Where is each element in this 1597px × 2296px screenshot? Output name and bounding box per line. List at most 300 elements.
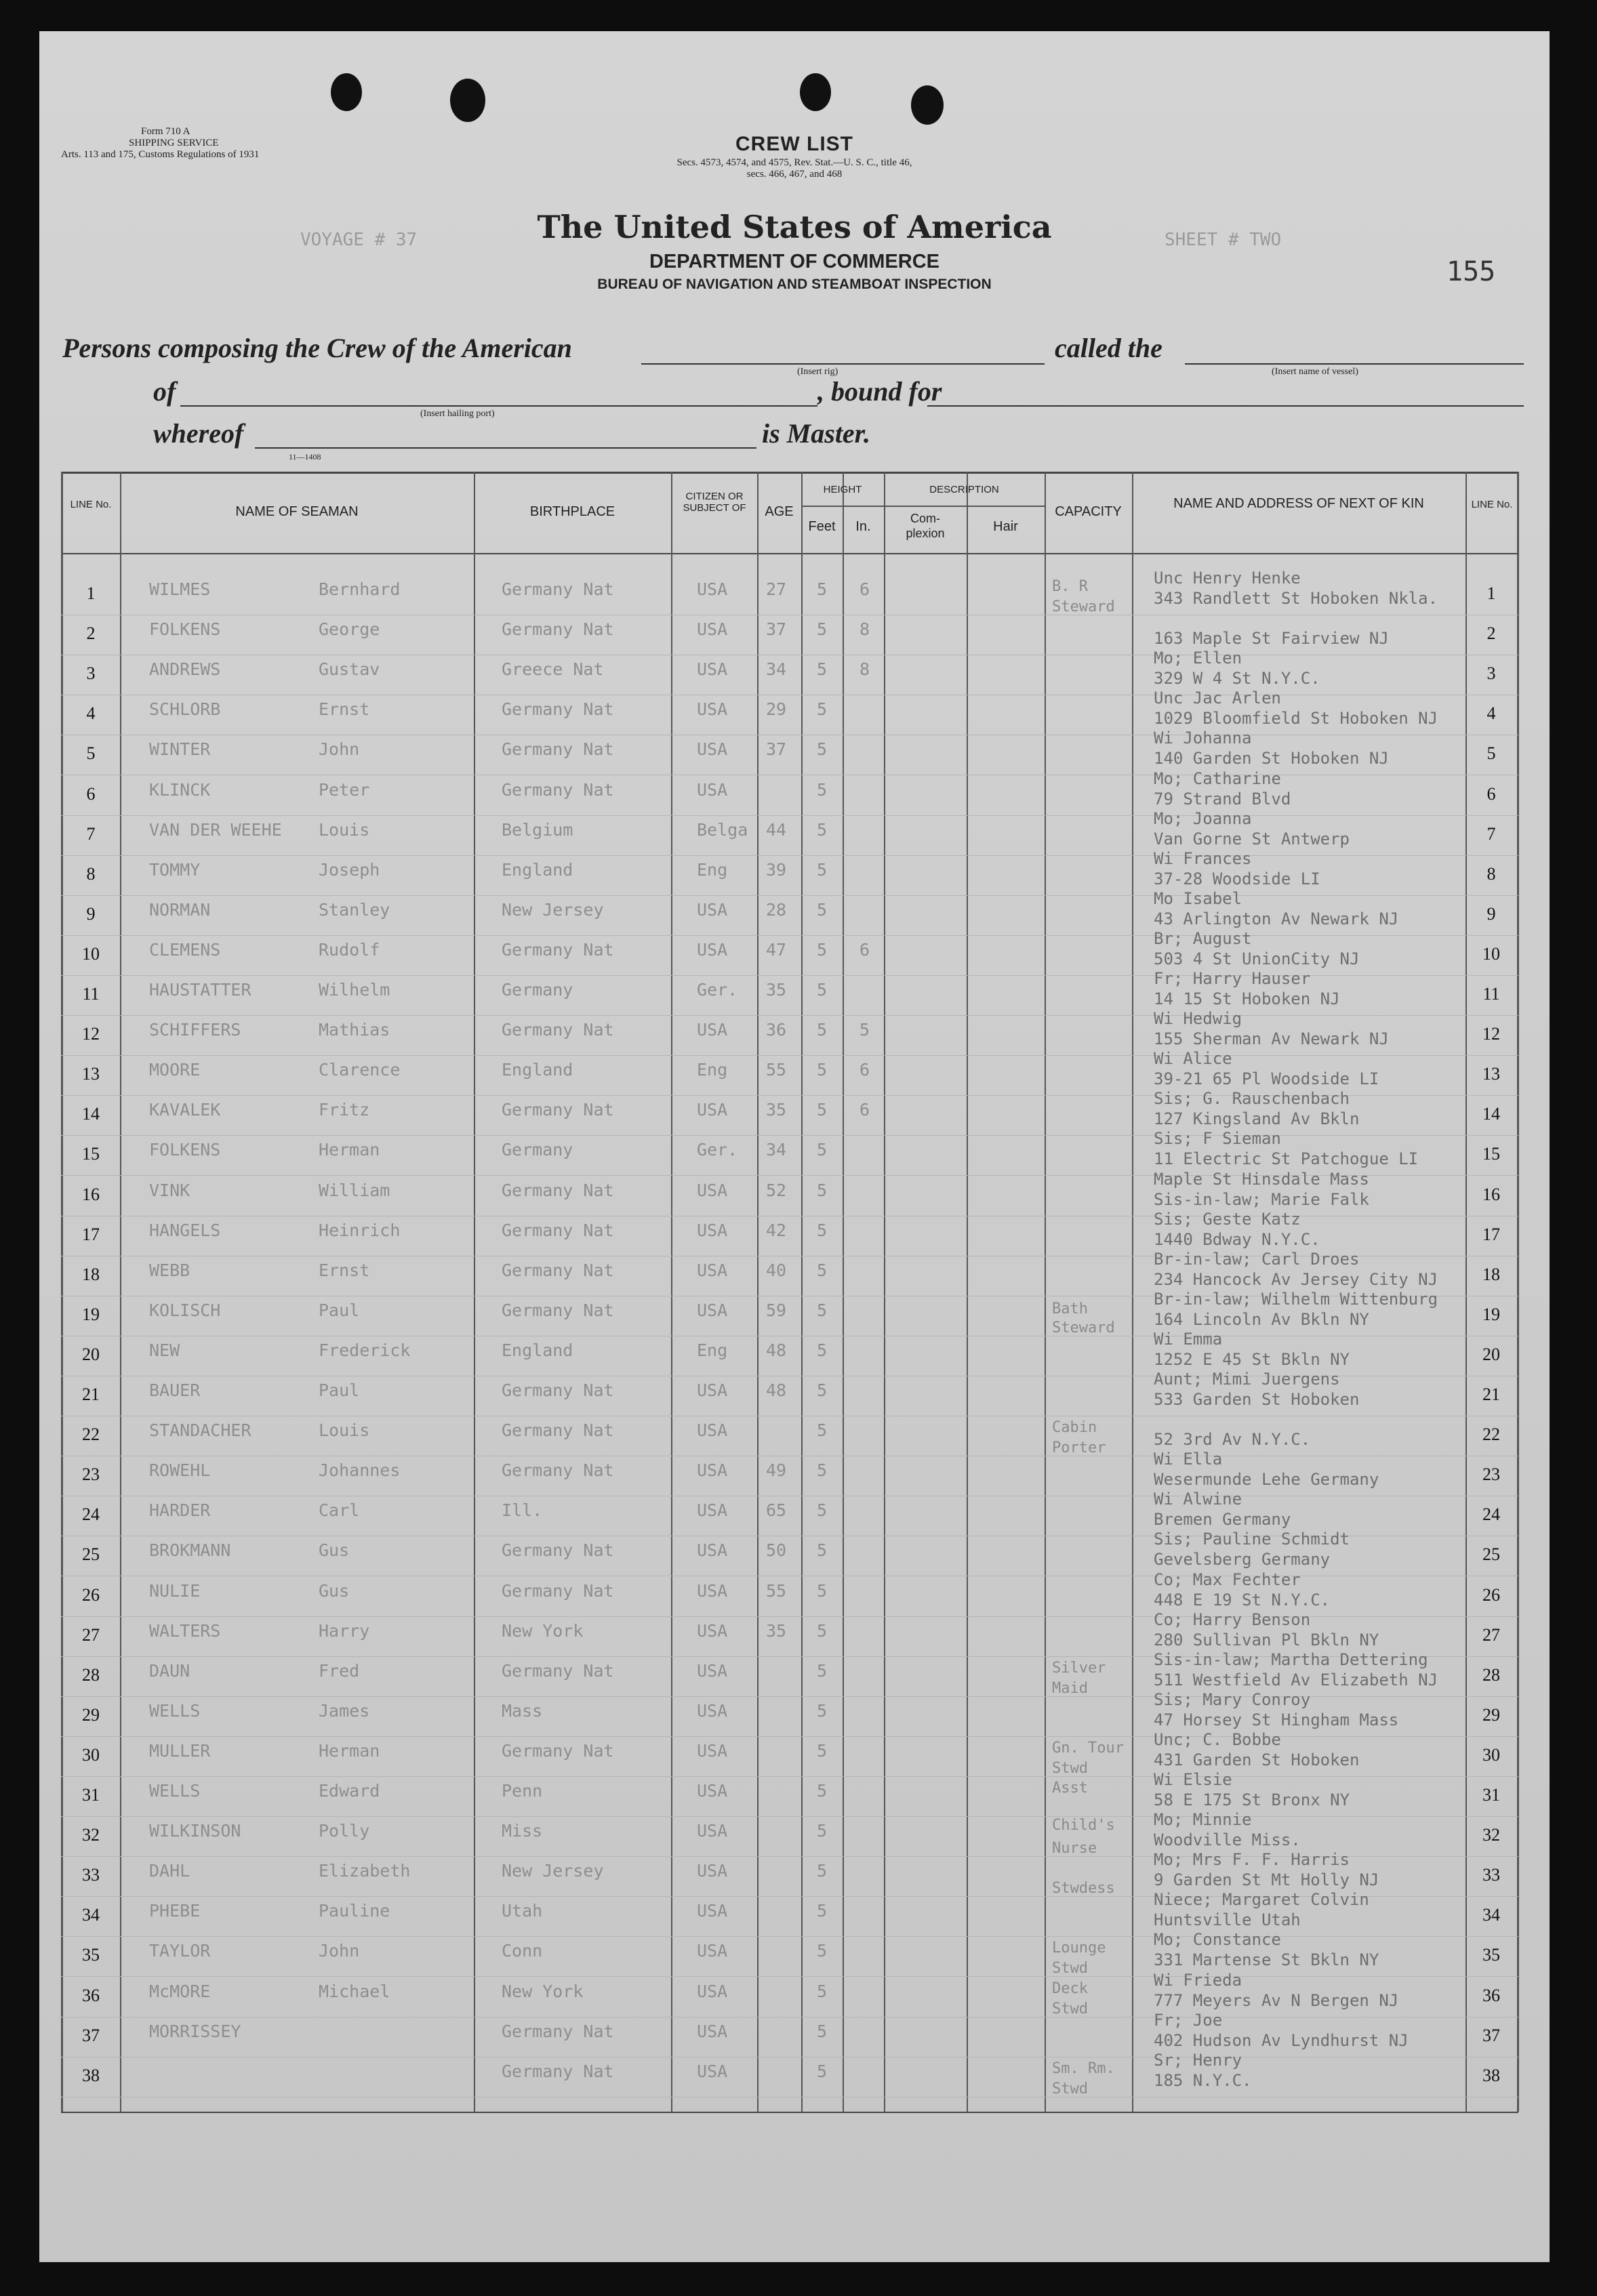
kin-name-cell: Sis; F Sieman <box>1154 1129 1281 1149</box>
line-number-right: 16 <box>1482 1184 1500 1204</box>
kin-name-cell: Wi Alice <box>1154 1049 1232 1069</box>
kin-address-cell: 185 N.Y.C. <box>1154 2070 1252 2090</box>
citizenship-cell: USA <box>697 1460 728 1481</box>
age-cell: 37 <box>766 619 787 640</box>
birthplace-cell: Germany Nat <box>502 1260 614 1280</box>
given-name-cell: Stanley <box>319 899 390 920</box>
birthplace-cell: Germany Nat <box>502 779 614 800</box>
height-feet-cell: 5 <box>817 1180 828 1200</box>
citizenship-cell: USA <box>697 1020 728 1040</box>
birthplace-cell: Germany Nat <box>502 1380 614 1400</box>
kin-name-cell: Fr; Joe <box>1154 2010 1223 2030</box>
surname-cell: MORRISSEY <box>149 2021 241 2041</box>
whereof-label: whereof <box>153 418 244 449</box>
line-number: 7 <box>86 823 96 844</box>
kin-address-cell: 79 Strand Blvd <box>1154 789 1291 808</box>
given-name-cell: Herman <box>319 1140 380 1160</box>
kin-name-cell: Mo; Mrs F. F. Harris <box>1154 1850 1350 1870</box>
given-name-cell: Mathias <box>319 1020 390 1040</box>
citizenship-cell: USA <box>697 2021 728 2041</box>
given-name-cell: William <box>319 1180 390 1200</box>
capacity-note: Gn. Tour <box>1052 1739 1124 1757</box>
kin-address-cell: Wesermunde Lehe Germany <box>1154 1470 1379 1490</box>
line-number-right: 24 <box>1482 1504 1500 1525</box>
line-number-right: 18 <box>1482 1264 1500 1284</box>
height-feet-cell: 5 <box>817 1981 828 2001</box>
given-name-cell: George <box>319 619 380 640</box>
capacity-note: Porter <box>1052 1439 1106 1457</box>
height-feet-cell: 5 <box>817 1300 828 1320</box>
line-number: 16 <box>82 1184 100 1204</box>
birthplace-cell: Greece Nat <box>502 659 604 680</box>
line-number: 36 <box>82 1985 100 2005</box>
height-feet-cell: 5 <box>817 1460 828 1481</box>
birthplace-cell: New York <box>502 1981 584 2001</box>
surname-cell: NORMAN <box>149 899 211 920</box>
height-inches-cell: 6 <box>860 1100 870 1120</box>
given-name-cell: Fritz <box>319 1100 370 1120</box>
kin-name-cell: Sis; Geste Katz <box>1154 1209 1301 1229</box>
line-number: 24 <box>82 1504 100 1525</box>
capacity-note: Stwdess <box>1052 1880 1115 1898</box>
header-birthplace: BIRTHPLACE <box>529 504 615 519</box>
age-cell: 34 <box>766 659 787 680</box>
surname-cell: WILMES <box>149 579 211 599</box>
capacity-note: B. R <box>1052 578 1088 595</box>
age-cell: 65 <box>766 1500 787 1521</box>
kin-address-cell: Bremen Germany <box>1154 1510 1291 1530</box>
height-inches-cell: 6 <box>860 939 870 960</box>
capacity-note: Bath <box>1052 1300 1088 1317</box>
line-number-right: 34 <box>1482 1905 1500 1925</box>
rig-blank <box>641 363 1045 365</box>
height-feet-cell: 5 <box>817 1540 828 1561</box>
capacity-note: Steward <box>1052 1319 1115 1336</box>
height-feet-cell: 5 <box>817 1821 828 1841</box>
citizenship-cell: USA <box>697 579 728 599</box>
surname-cell: DAUN <box>149 1660 190 1681</box>
birthplace-cell: Germany <box>502 980 573 1000</box>
kin-name-cell: Mo; Catharine <box>1154 768 1281 788</box>
height-feet-cell: 5 <box>817 1060 828 1080</box>
line-number-right: 19 <box>1482 1304 1500 1324</box>
crew-list-title: CREW LIST <box>735 133 853 155</box>
age-cell: 29 <box>766 699 787 720</box>
kin-name-cell: Co; Max Fechter <box>1154 1570 1301 1589</box>
capacity-note: Stwd <box>1052 2000 1088 2017</box>
kin-address-cell: 1252 E 45 St Bkln NY <box>1154 1349 1350 1369</box>
surname-cell: TOMMY <box>149 859 201 880</box>
height-inches-cell: 6 <box>860 579 870 599</box>
line-number-right: 8 <box>1487 863 1496 884</box>
kin-address-cell: Sis-in-law; Marie Falk <box>1154 1189 1369 1209</box>
header-name: NAME OF SEAMAN <box>235 504 359 519</box>
birthplace-cell: Germany Nat <box>502 1220 614 1240</box>
capacity-note: Cabin <box>1052 1419 1097 1437</box>
crew-row <box>61 569 1518 615</box>
citizenship-cell: USA <box>697 1901 728 1921</box>
birthplace-cell: New Jersey <box>502 899 604 920</box>
kin-address-cell: 533 Garden St Hoboken <box>1154 1390 1360 1409</box>
birthplace-cell: Germany Nat <box>502 1460 614 1481</box>
line-number: 9 <box>86 903 96 924</box>
line-number-right: 4 <box>1487 703 1496 724</box>
age-cell: 50 <box>766 1540 787 1561</box>
line-number-right: 7 <box>1487 823 1496 844</box>
line-number-right: 38 <box>1482 2065 1500 2085</box>
given-name-cell: Pauline <box>319 1901 390 1921</box>
birthplace-cell: Germany Nat <box>502 1420 614 1441</box>
height-feet-cell: 5 <box>817 939 828 960</box>
line-number: 34 <box>82 1905 100 1925</box>
height-feet-cell: 5 <box>817 1660 828 1681</box>
form-number: Form 710 A <box>141 126 190 137</box>
line-number: 29 <box>82 1704 100 1725</box>
line-number-right: 21 <box>1482 1385 1500 1404</box>
citizenship-cell: USA <box>697 1700 728 1721</box>
line-number: 5 <box>86 743 96 764</box>
line-number-right: 25 <box>1482 1544 1500 1565</box>
line-number: 38 <box>82 2065 100 2085</box>
header-height: HEIGHT <box>823 484 862 495</box>
line-number-right: 17 <box>1482 1224 1500 1244</box>
height-inches-cell: 8 <box>860 619 870 640</box>
kin-address-cell: 402 Hudson Av Lyndhurst NJ <box>1154 2030 1409 2050</box>
birthplace-cell: Penn <box>502 1781 543 1801</box>
age-cell: 28 <box>766 899 787 920</box>
line-number-right: 26 <box>1482 1584 1500 1605</box>
surname-cell: MULLER <box>149 1740 211 1761</box>
form-regs: Arts. 113 and 175, Customs Regulations of 1931 <box>61 149 260 160</box>
given-name-cell: Johannes <box>319 1460 401 1481</box>
line-number-right: 20 <box>1482 1344 1500 1364</box>
birthplace-cell: Miss <box>502 1821 543 1841</box>
line-number-right: 6 <box>1487 783 1496 804</box>
age-cell: 47 <box>766 939 787 960</box>
line-number: 28 <box>82 1664 100 1685</box>
height-inches-cell: 8 <box>860 659 870 680</box>
height-feet-cell: 5 <box>817 1941 828 1961</box>
line-number: 35 <box>82 1945 100 1965</box>
citizenship-cell: USA <box>697 1781 728 1801</box>
line-number: 25 <box>82 1544 100 1565</box>
surname-cell: PHEBE <box>149 1901 201 1921</box>
given-name-cell: Clarence <box>319 1060 401 1080</box>
age-cell: 34 <box>766 1140 787 1160</box>
height-feet-cell: 5 <box>817 1500 828 1521</box>
citizenship-cell: USA <box>697 1300 728 1320</box>
form-service: SHIPPING SERVICE <box>129 138 219 148</box>
height-feet-cell: 5 <box>817 739 828 760</box>
crew-row <box>61 2050 1518 2097</box>
height-inches-cell: 5 <box>860 1020 870 1040</box>
age-cell: 37 <box>766 739 787 760</box>
height-feet-cell: 5 <box>817 1781 828 1801</box>
age-cell: 49 <box>766 1460 787 1481</box>
line-number: 23 <box>82 1464 100 1485</box>
kin-name-cell: Mo; Joanna <box>1154 808 1252 828</box>
of-label: of <box>153 376 176 407</box>
surname-cell: FOLKENS <box>149 619 221 640</box>
kin-name-cell: Br-in-law; Wilhelm Wittenburg <box>1154 1289 1438 1309</box>
height-feet-cell: 5 <box>817 1420 828 1441</box>
height-feet-cell: 5 <box>817 1340 828 1360</box>
kin-name-cell: Wi Frances <box>1154 848 1252 868</box>
citizenship-cell: USA <box>697 1500 728 1521</box>
citizenship-cell: Eng <box>697 1060 728 1080</box>
surname-cell: CLEMENS <box>149 939 221 960</box>
kin-address-cell: 448 E 19 St N.Y.C. <box>1154 1590 1331 1610</box>
line-number: 21 <box>82 1385 100 1404</box>
line-number-right: 35 <box>1482 1945 1500 1965</box>
line-number-right: 13 <box>1482 1064 1500 1084</box>
statute-line-1: Secs. 4573, 4574, and 4575, Rev. Stat.—U. S. C., title 46, <box>676 157 912 168</box>
given-name-cell: Harry <box>319 1620 370 1641</box>
line-number: 17 <box>82 1224 100 1244</box>
line-number-right: 31 <box>1482 1785 1500 1805</box>
line-number-right: 30 <box>1482 1744 1500 1765</box>
surname-cell: HANGELS <box>149 1220 221 1240</box>
kin-name-cell: Sr; Henry <box>1154 2050 1242 2070</box>
birthplace-cell: England <box>502 1060 573 1080</box>
citizenship-cell: USA <box>697 659 728 680</box>
bound-for-label: , bound for <box>817 376 942 407</box>
given-name-cell: John <box>319 1941 360 1961</box>
given-name-cell: Herman <box>319 1740 380 1761</box>
height-feet-cell: 5 <box>817 2021 828 2041</box>
age-cell: 36 <box>766 1020 787 1040</box>
surname-cell: NULIE <box>149 1580 201 1601</box>
line-number: 27 <box>82 1624 100 1645</box>
surname-cell: WILKINSON <box>149 1821 241 1841</box>
capacity-note: Sm. Rm. <box>1052 2059 1115 2077</box>
punch-hole <box>450 79 485 122</box>
citizenship-cell: USA <box>697 1540 728 1561</box>
kin-name-cell: Br; August <box>1154 928 1252 948</box>
surname-cell: VINK <box>149 1180 190 1200</box>
kin-address-cell: 47 Horsey St Hingham Mass <box>1154 1710 1399 1729</box>
age-cell: 40 <box>766 1260 787 1280</box>
height-feet-cell: 5 <box>817 819 828 840</box>
kin-address-cell: Woodville Miss. <box>1154 1830 1301 1850</box>
line-number: 18 <box>82 1264 100 1284</box>
kin-address-cell: 329 W 4 St N.Y.C. <box>1154 669 1320 689</box>
height-feet-cell: 5 <box>817 1620 828 1641</box>
citizenship-cell: USA <box>697 1380 728 1400</box>
birthplace-cell: Germany Nat <box>502 2021 614 2041</box>
kin-address-cell: 280 Sullivan Pl Bkln NY <box>1154 1630 1379 1649</box>
birthplace-cell: England <box>502 1340 573 1360</box>
line-number: 37 <box>82 2025 100 2045</box>
kin-name-cell: Wi Alwine <box>1154 1490 1242 1509</box>
given-name-cell: Peter <box>319 779 370 800</box>
given-name-cell: Paul <box>319 1300 360 1320</box>
given-name-cell: Joseph <box>319 859 380 880</box>
surname-cell: KAVALEK <box>149 1100 221 1120</box>
punch-hole <box>911 85 944 125</box>
kin-address-cell: 11 Electric St Patchogue LI <box>1154 1149 1419 1169</box>
line-number-right: 15 <box>1482 1144 1500 1164</box>
rig-hint: (Insert rig) <box>797 367 838 377</box>
capacity-note: Deck <box>1052 1980 1088 1997</box>
birthplace-cell: Germany <box>502 1140 573 1160</box>
birthplace-cell: Germany Nat <box>502 1300 614 1320</box>
line-number-right: 32 <box>1482 1825 1500 1845</box>
citizenship-cell: USA <box>697 1580 728 1601</box>
surname-cell: BROKMANN <box>149 1540 231 1561</box>
kin-address-cell: 503 4 St UnionCity NJ <box>1154 949 1360 968</box>
line-number-right: 37 <box>1482 2025 1500 2045</box>
line-number-right: 28 <box>1482 1664 1500 1685</box>
birthplace-cell: Germany Nat <box>502 699 614 720</box>
vessel-blank <box>1185 363 1524 365</box>
citizenship-cell: USA <box>697 2061 728 2081</box>
kin-name-cell: Sis; Pauline Schmidt <box>1154 1530 1350 1549</box>
voyage-stamp: VOYAGE # 37 <box>300 230 418 250</box>
surname-cell: FOLKENS <box>149 1140 221 1160</box>
citizenship-cell: USA <box>697 1981 728 2001</box>
surname-cell: NEW <box>149 1340 180 1360</box>
citizenship-cell: Eng <box>697 1340 728 1360</box>
height-feet-cell: 5 <box>817 1700 828 1721</box>
line-number: 12 <box>82 1024 100 1044</box>
vessel-hint: (Insert name of vessel) <box>1272 367 1358 377</box>
header-line-no-right: LINE No. <box>1471 499 1513 510</box>
age-cell: 35 <box>766 1620 787 1641</box>
surname-cell: SCHIFFERS <box>149 1020 241 1040</box>
surname-cell: WALTERS <box>149 1620 221 1641</box>
age-cell: 55 <box>766 1060 787 1080</box>
citizenship-cell: Ger. <box>697 980 738 1000</box>
citizenship-cell: USA <box>697 1220 728 1240</box>
surname-cell: VAN DER WEEHE <box>149 819 282 840</box>
surname-cell: TAYLOR <box>149 1941 211 1961</box>
punch-hole <box>331 73 362 111</box>
birthplace-cell: Germany Nat <box>502 1580 614 1601</box>
line-number: 2 <box>86 623 96 644</box>
surname-cell: McMORE <box>149 1981 211 2001</box>
height-feet-cell: 5 <box>817 659 828 680</box>
given-name-cell: Louis <box>319 1420 370 1441</box>
line-number: 26 <box>82 1584 100 1605</box>
kin-name-cell: Wi Hedwig <box>1154 1009 1242 1029</box>
kin-address-cell: 155 Sherman Av Newark NJ <box>1154 1029 1389 1049</box>
kin-address-cell: 431 Garden St Hoboken <box>1154 1750 1360 1769</box>
crew-statement-line-1: Persons composing the Crew of the American <box>62 333 572 363</box>
country-heading: The United States of America <box>537 209 1052 245</box>
line-number-right: 11 <box>1482 984 1500 1004</box>
height-feet-cell: 5 <box>817 899 828 920</box>
header-inches: In. <box>855 519 871 534</box>
height-feet-cell: 5 <box>817 1140 828 1160</box>
citizenship-cell: USA <box>697 899 728 920</box>
kin-address-cell: 1440 Bdway N.Y.C. <box>1154 1229 1320 1249</box>
height-feet-cell: 5 <box>817 1260 828 1280</box>
capacity-note: Child's <box>1052 1817 1115 1834</box>
kin-address-cell: 163 Maple St Fairview NJ <box>1154 629 1389 649</box>
given-name-cell: Ernst <box>319 1260 370 1280</box>
citizenship-cell: Eng <box>697 859 728 880</box>
citizenship-cell: USA <box>697 699 728 720</box>
header-description: DESCRIPTION <box>929 484 999 495</box>
line-number: 33 <box>82 1865 100 1885</box>
kin-address-cell: 52 3rd Av N.Y.C. <box>1154 1430 1311 1450</box>
kin-address-cell: 14 15 St Hoboken NJ <box>1154 989 1340 1008</box>
kin-name-cell: Wi Frieda <box>1154 1970 1242 1990</box>
given-name-cell: Rudolf <box>319 939 380 960</box>
given-name-cell: Elizabeth <box>319 1861 411 1881</box>
birthplace-cell: Belgium <box>502 819 573 840</box>
header-next-of-kin: NAME AND ADDRESS OF NEXT OF KIN <box>1173 496 1424 511</box>
port-blank <box>180 405 817 407</box>
header-capacity: CAPACITY <box>1055 504 1122 519</box>
kin-address-cell: Huntsville Utah <box>1154 1910 1301 1930</box>
line-number-right: 5 <box>1487 743 1496 764</box>
line-number: 31 <box>82 1785 100 1805</box>
citizenship-cell: USA <box>697 939 728 960</box>
given-name-cell: Paul <box>319 1380 360 1400</box>
line-number-right: 14 <box>1482 1104 1500 1124</box>
age-cell: 55 <box>766 1580 787 1601</box>
citizenship-cell: USA <box>697 1740 728 1761</box>
kin-name-cell: Niece; Margaret Colvin <box>1154 1890 1369 1910</box>
given-name-cell: Frederick <box>319 1340 411 1360</box>
kin-address-cell: 331 Martense St Bkln NY <box>1154 1950 1379 1970</box>
line-number-right: 33 <box>1482 1865 1500 1885</box>
statute-line-2: secs. 466, 467, and 468 <box>746 169 843 180</box>
citizenship-cell: USA <box>697 619 728 640</box>
height-feet-cell: 5 <box>817 1861 828 1881</box>
given-name-cell: Ernst <box>319 699 370 720</box>
line-number-right: 22 <box>1482 1424 1500 1445</box>
destination-blank <box>927 405 1524 407</box>
capacity-note: Maid <box>1052 1679 1088 1697</box>
line-number: 8 <box>86 863 96 884</box>
kin-name-cell: Maple St Hinsdale Mass <box>1154 1169 1369 1189</box>
line-number: 32 <box>82 1825 100 1845</box>
given-name-cell: John <box>319 739 360 760</box>
height-feet-cell: 5 <box>817 980 828 1000</box>
department-heading: DEPARTMENT OF COMMERCE <box>649 251 939 272</box>
line-number-right: 29 <box>1482 1704 1500 1725</box>
kin-name-cell: Sis; G. Rauschenbach <box>1154 1089 1350 1109</box>
line-number: 22 <box>82 1424 100 1445</box>
kin-address-cell: 1029 Bloomfield St Hoboken NJ <box>1154 709 1438 729</box>
header-line-no: LINE No. <box>70 499 112 510</box>
birthplace-cell: Utah <box>502 1901 543 1921</box>
citizenship-cell: USA <box>697 1260 728 1280</box>
port-hint: (Insert hailing port) <box>420 409 495 419</box>
line-number: 1 <box>86 583 96 603</box>
line-number: 30 <box>82 1744 100 1765</box>
given-name-cell: Louis <box>319 819 370 840</box>
line-number-right: 23 <box>1482 1464 1500 1485</box>
given-name-cell: Fred <box>319 1660 360 1681</box>
line-number: 13 <box>82 1064 100 1084</box>
height-feet-cell: 5 <box>817 699 828 720</box>
age-cell: 48 <box>766 1380 787 1400</box>
height-feet-cell: 5 <box>817 579 828 599</box>
given-name-cell: Heinrich <box>319 1220 401 1240</box>
citizenship-cell: USA <box>697 1420 728 1441</box>
kin-name-cell: Unc Henry Henke <box>1154 569 1301 588</box>
line-number-right: 27 <box>1482 1624 1500 1645</box>
kin-address-cell: 127 Kingsland Av Bkln <box>1154 1109 1360 1129</box>
master-blank <box>255 447 756 449</box>
surname-cell: HAUSTATTER <box>149 980 251 1000</box>
line-number: 15 <box>82 1144 100 1164</box>
capacity-note: Stwd <box>1052 1759 1088 1777</box>
